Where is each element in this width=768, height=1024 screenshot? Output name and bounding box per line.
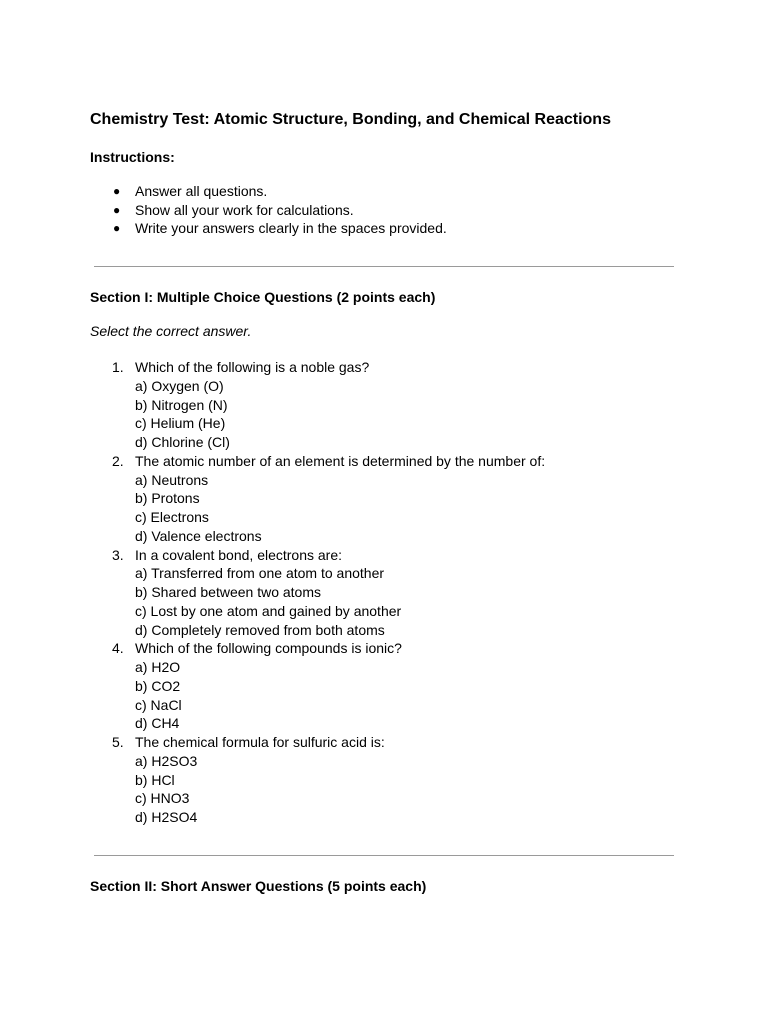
instruction-item — [90, 201, 447, 220]
instruction-text: Show all your work for calculations. — [135, 201, 354, 218]
section-2-heading: Section II: Short Answer Questions (5 points each) — [90, 878, 427, 894]
answer-option: b) HCl — [135, 771, 175, 788]
instructions-heading: Instructions: — [90, 149, 175, 165]
answer-option: c) NaCl — [135, 696, 182, 713]
document-title: Chemistry Test: Atomic Structure, Bonding, and Chemical Reactions — [90, 111, 611, 128]
instructions-list — [90, 182, 447, 238]
question-item — [90, 733, 545, 827]
answer-option: d) Chlorine (Cl) — [135, 434, 230, 450]
answer-option: a) Transferred from one atom to another — [135, 565, 385, 582]
answer-option: b) Protons — [135, 490, 200, 507]
question-item — [90, 546, 545, 640]
answer-option: d) Completely removed from both atoms — [135, 621, 385, 638]
answer-option: c) Electrons — [135, 509, 209, 525]
question-item — [90, 452, 545, 546]
answer-option: d) Valence electrons — [135, 527, 262, 544]
answer-option: d) CH4 — [135, 715, 180, 732]
question-text: The chemical formula for sulfuric acid is: — [135, 734, 385, 750]
question-number: 3. — [112, 546, 124, 563]
bullet-icon: ● — [113, 221, 121, 236]
instruction-item — [90, 182, 447, 201]
answer-option: c) Lost by one atom and gained by another — [135, 602, 402, 619]
answer-option: a) H2SO3 — [135, 752, 198, 769]
question-text: Which of the following compounds is ionic? — [135, 640, 402, 657]
question-item — [90, 639, 545, 733]
question-text: In a covalent bond, electrons are: — [135, 546, 343, 563]
section-1-note: Select the correct answer. — [90, 323, 252, 339]
bullet-icon: ● — [113, 202, 121, 217]
answer-option: c) HNO3 — [135, 790, 190, 807]
answer-option: b) Nitrogen (N) — [135, 396, 228, 413]
answer-option: d) H2SO4 — [135, 809, 198, 825]
answer-option: a) Neutrons — [135, 471, 209, 488]
instruction-item — [90, 219, 447, 238]
question-number: 2. — [112, 452, 124, 469]
question-item — [90, 358, 545, 452]
answer-option: a) H2O — [135, 659, 181, 675]
question-text: The atomic number of an element is determined by the number of: — [135, 452, 546, 469]
question-number: 1. — [112, 359, 124, 375]
bullet-icon: ● — [113, 184, 121, 198]
answer-option: c) Helium (He) — [135, 415, 226, 432]
answer-option: a) Oxygen (O) — [135, 377, 224, 394]
answer-option: b) Shared between two atoms — [135, 584, 321, 600]
multiple-choice-list — [90, 358, 545, 827]
instruction-text: Answer all questions. — [135, 183, 268, 199]
section-1-heading: Section I: Multiple Choice Questions (2 points each) — [90, 289, 436, 305]
horizontal-divider — [94, 855, 674, 856]
horizontal-divider — [94, 266, 674, 267]
instruction-text: Write your answers clearly in the spaces provided. — [135, 220, 447, 237]
answer-option: b) CO2 — [135, 677, 181, 694]
question-text: Which of the following is a noble gas? — [135, 359, 370, 375]
question-number: 5. — [112, 734, 124, 750]
question-number: 4. — [112, 640, 124, 657]
